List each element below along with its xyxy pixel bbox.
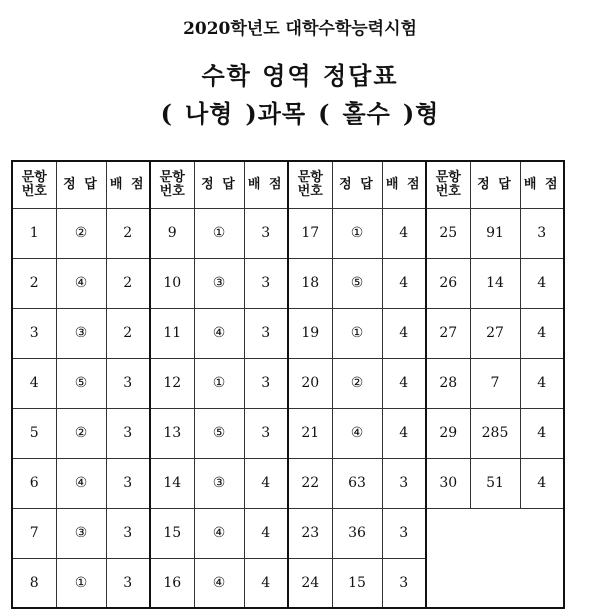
question-number: 3	[12, 308, 56, 358]
points-value: 3	[520, 208, 564, 258]
points-value: 3	[244, 258, 288, 308]
header-answer: 정 답	[332, 161, 382, 208]
answer-value: ②	[332, 358, 382, 408]
points-value: 2	[106, 258, 150, 308]
answer-value: ①	[332, 308, 382, 358]
points-value: 4	[520, 458, 564, 508]
answer-value: ⑤	[56, 358, 106, 408]
points-value: 4	[382, 358, 426, 408]
points-value: 4	[244, 458, 288, 508]
question-number: 13	[150, 408, 194, 458]
header-points: 배 점	[106, 161, 150, 208]
question-number: 9	[150, 208, 194, 258]
points-value: 4	[520, 308, 564, 358]
question-number: 21	[288, 408, 332, 458]
answer-value: ⑤	[194, 408, 244, 458]
subject-title: 수학 영역 정답표	[201, 61, 399, 90]
question-number: 22	[288, 458, 332, 508]
points-value: 4	[520, 358, 564, 408]
answer-value: ④	[194, 558, 244, 608]
answer-value: ③	[56, 508, 106, 558]
header-number: 문항 번호	[288, 161, 332, 208]
answer-value: ①	[194, 358, 244, 408]
answer-value: ②	[56, 208, 106, 258]
answer-value: ③	[56, 308, 106, 358]
points-value: 3	[244, 358, 288, 408]
points-value: 4	[382, 208, 426, 258]
header-answer: 정 답	[194, 161, 244, 208]
points-value: 4	[382, 258, 426, 308]
header-points: 배 점	[520, 161, 564, 208]
answer-value: ④	[194, 508, 244, 558]
points-value: 3	[106, 508, 150, 558]
points-value: 3	[244, 208, 288, 258]
header-points: 배 점	[382, 161, 426, 208]
question-number: 11	[150, 308, 194, 358]
header-number: 문항 번호	[150, 161, 194, 208]
question-number: 29	[426, 408, 470, 458]
form-line	[0, 94, 600, 129]
answer-value: ④	[194, 308, 244, 358]
points-value: 2	[106, 308, 150, 358]
points-value: 4	[244, 508, 288, 558]
answer-value: 63	[332, 458, 382, 508]
question-number: 7	[12, 508, 56, 558]
question-number: 27	[426, 308, 470, 358]
question-number: 10	[150, 258, 194, 308]
table-row	[12, 508, 564, 558]
question-number: 28	[426, 358, 470, 408]
answer-value: ⑤	[332, 258, 382, 308]
answer-value: 36	[332, 508, 382, 558]
answer-value: ①	[332, 208, 382, 258]
table-row	[12, 308, 564, 358]
question-number: 16	[150, 558, 194, 608]
question-number: 25	[426, 208, 470, 258]
question-number: 19	[288, 308, 332, 358]
header-number: 문항 번호	[426, 161, 470, 208]
exam-title: 2020학년도 대학수학능력시험	[183, 19, 417, 39]
answer-value: 27	[470, 308, 520, 358]
header-points: 배 점	[244, 161, 288, 208]
answer-value: 51	[470, 458, 520, 508]
form-open-paren-2: (	[318, 99, 331, 128]
header-number: 문항 번호	[12, 161, 56, 208]
question-number: 4	[12, 358, 56, 408]
answer-value: ①	[194, 208, 244, 258]
points-value: 3	[106, 408, 150, 458]
answer-value: ①	[56, 558, 106, 608]
question-number: 2	[12, 258, 56, 308]
points-value: 4	[244, 558, 288, 608]
points-value: 3	[106, 358, 150, 408]
form-open-paren: (	[160, 99, 173, 128]
answer-value: ④	[56, 258, 106, 308]
question-number: 17	[288, 208, 332, 258]
table-row	[12, 408, 564, 458]
points-value: 3	[106, 558, 150, 608]
table-header-row	[12, 161, 564, 208]
points-value: 3	[244, 408, 288, 458]
points-value: 4	[520, 258, 564, 308]
answer-value: ④	[56, 458, 106, 508]
points-value: 2	[106, 208, 150, 258]
answer-value: 285	[470, 408, 520, 458]
question-number: 30	[426, 458, 470, 508]
table-row	[12, 258, 564, 308]
points-value: 4	[382, 408, 426, 458]
question-number: 24	[288, 558, 332, 608]
question-number: 14	[150, 458, 194, 508]
points-value: 3	[382, 558, 426, 608]
points-value: 3	[106, 458, 150, 508]
answer-value: ②	[56, 408, 106, 458]
points-value: 3	[244, 308, 288, 358]
question-number: 8	[12, 558, 56, 608]
points-value: 4	[520, 408, 564, 458]
header-answer: 정 답	[470, 161, 520, 208]
points-value: 4	[382, 308, 426, 358]
track-label: 나형	[184, 99, 234, 128]
answer-value: ④	[332, 408, 382, 458]
header-answer: 정 답	[56, 161, 106, 208]
answer-value: 7	[470, 358, 520, 408]
table-row	[12, 558, 564, 608]
answer-value: ③	[194, 458, 244, 508]
answer-value: 15	[332, 558, 382, 608]
question-number: 26	[426, 258, 470, 308]
answer-table	[11, 160, 565, 609]
answer-value: 91	[470, 208, 520, 258]
points-value: 3	[382, 508, 426, 558]
question-number: 23	[288, 508, 332, 558]
question-number: 12	[150, 358, 194, 408]
points-value: 3	[382, 458, 426, 508]
answer-value: 14	[470, 258, 520, 308]
question-number: 20	[288, 358, 332, 408]
question-number: 15	[150, 508, 194, 558]
table-row	[12, 358, 564, 408]
empty-area	[426, 558, 564, 608]
question-number: 6	[12, 458, 56, 508]
type-label: 홀수	[342, 99, 391, 128]
question-number: 5	[12, 408, 56, 458]
form-subject-suffix: )과목	[245, 99, 307, 128]
table-row	[12, 458, 564, 508]
empty-area	[426, 508, 564, 558]
answer-value: ③	[194, 258, 244, 308]
question-number: 1	[12, 208, 56, 258]
question-number: 18	[288, 258, 332, 308]
table-row	[12, 208, 564, 258]
form-type-suffix: )형	[402, 99, 440, 128]
